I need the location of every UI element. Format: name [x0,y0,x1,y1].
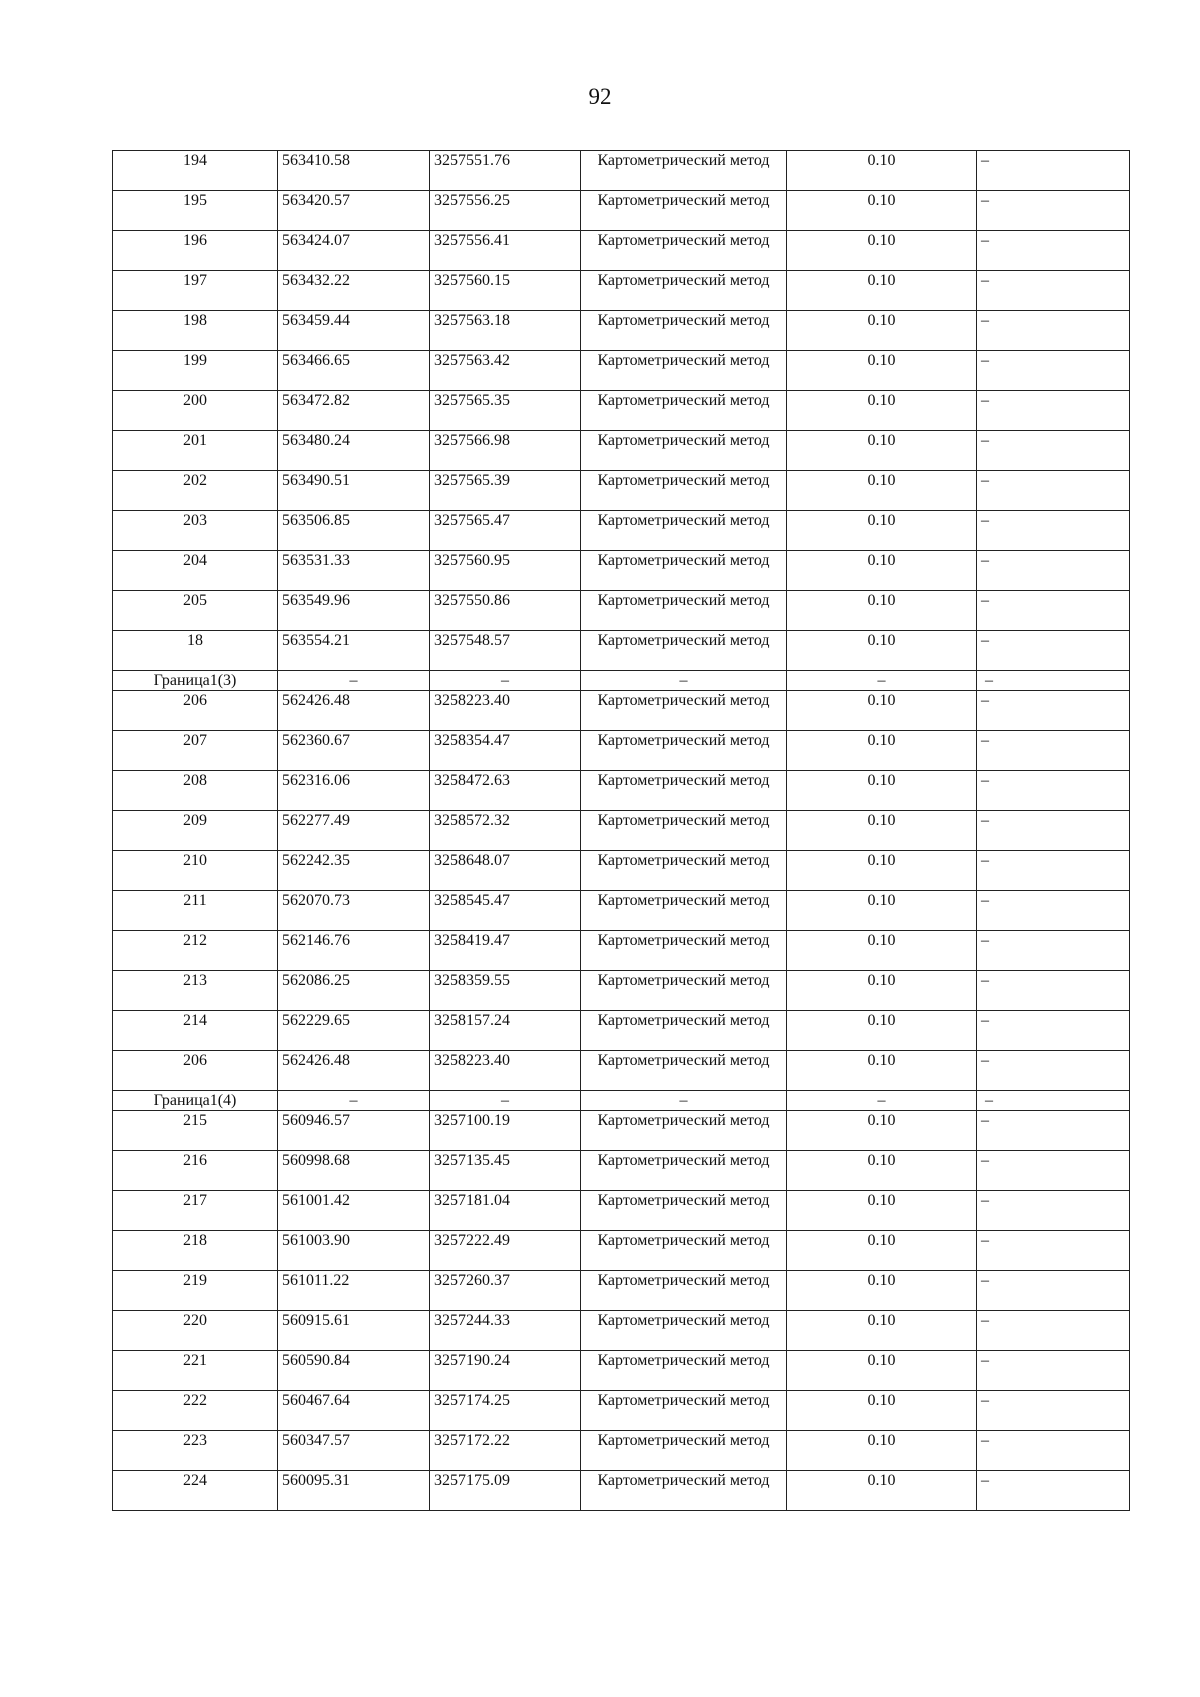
table-row [113,931,1130,971]
point-number-cell: 206 [113,691,278,731]
point-number-cell: 224 [113,1471,278,1511]
x-coordinate-cell: – [278,1091,430,1111]
accuracy-cell: 0.10 [787,1231,977,1271]
x-coordinate-cell: 563472.82 [278,391,430,431]
point-number-cell: 198 [113,311,278,351]
table-row [113,851,1130,891]
table-row [113,1051,1130,1091]
point-number-cell: 223 [113,1431,278,1471]
method-cell: Картометрический метод [581,1391,787,1431]
accuracy-cell: 0.10 [787,1011,977,1051]
method-cell: Картометрический метод [581,1111,787,1151]
method-cell: Картометрический метод [581,1151,787,1191]
x-coordinate-cell: 560946.57 [278,1111,430,1151]
note-cell: – [977,271,1130,311]
point-number-cell: 218 [113,1231,278,1271]
point-number-cell: 221 [113,1351,278,1391]
x-coordinate-cell: – [278,671,430,691]
note-cell: – [977,731,1130,771]
note-cell: – [977,1011,1130,1051]
table-row [113,1471,1130,1511]
note-cell: – [977,471,1130,511]
table-row [113,231,1130,271]
accuracy-cell: 0.10 [787,1391,977,1431]
note-cell: – [977,851,1130,891]
y-coordinate-cell: 3257244.33 [430,1311,581,1351]
point-number-cell: 200 [113,391,278,431]
point-number-cell: 197 [113,271,278,311]
point-number-cell: 216 [113,1151,278,1191]
y-coordinate-cell: 3258157.24 [430,1011,581,1051]
table-row [113,471,1130,511]
method-cell: Картометрический метод [581,851,787,891]
note-cell: – [977,1431,1130,1471]
y-coordinate-cell: 3257560.15 [430,271,581,311]
method-cell: Картометрический метод [581,151,787,191]
table-row [113,1191,1130,1231]
method-cell: – [581,1091,787,1111]
method-cell: Картометрический метод [581,731,787,771]
accuracy-cell: 0.10 [787,151,977,191]
method-cell: Картометрический метод [581,311,787,351]
note-cell: – [977,311,1130,351]
point-number-cell: 220 [113,1311,278,1351]
point-number-cell: 206 [113,1051,278,1091]
note-cell: – [977,591,1130,631]
x-coordinate-cell: 563554.21 [278,631,430,671]
point-number-cell: 199 [113,351,278,391]
point-number-cell: 208 [113,771,278,811]
y-coordinate-cell: 3257222.49 [430,1231,581,1271]
x-coordinate-cell: 563459.44 [278,311,430,351]
y-coordinate-cell: 3258223.40 [430,691,581,731]
note-cell: – [977,971,1130,1011]
point-number-cell: Граница1(4) [113,1091,278,1111]
x-coordinate-cell: 563424.07 [278,231,430,271]
y-coordinate-cell: 3257556.25 [430,191,581,231]
x-coordinate-cell: 562146.76 [278,931,430,971]
accuracy-cell: 0.10 [787,771,977,811]
point-number-cell: 214 [113,1011,278,1051]
y-coordinate-cell: 3258648.07 [430,851,581,891]
x-coordinate-cell: 563432.22 [278,271,430,311]
x-coordinate-cell: 563549.96 [278,591,430,631]
table-row [113,971,1130,1011]
method-cell: Картометрический метод [581,1191,787,1231]
x-coordinate-cell: 560347.57 [278,1431,430,1471]
table-row [113,1311,1130,1351]
table-row [113,811,1130,851]
coordinates-table [112,150,1130,1511]
table-row [113,1271,1130,1311]
x-coordinate-cell: 563531.33 [278,551,430,591]
point-number-cell: 213 [113,971,278,1011]
x-coordinate-cell: 562086.25 [278,971,430,1011]
accuracy-cell: 0.10 [787,691,977,731]
point-number-cell: 196 [113,231,278,271]
method-cell: Картометрический метод [581,691,787,731]
method-cell: Картометрический метод [581,1311,787,1351]
y-coordinate-cell: 3257550.86 [430,591,581,631]
y-coordinate-cell: 3257548.57 [430,631,581,671]
x-coordinate-cell: 562316.06 [278,771,430,811]
note-cell: – [977,811,1130,851]
method-cell: Картометрический метод [581,811,787,851]
y-coordinate-cell: 3257563.18 [430,311,581,351]
method-cell: Картометрический метод [581,551,787,591]
table-row [113,771,1130,811]
table-row [113,351,1130,391]
note-cell: – [977,1351,1130,1391]
accuracy-cell: 0.10 [787,351,977,391]
method-cell: Картометрический метод [581,511,787,551]
x-coordinate-cell: 563420.57 [278,191,430,231]
method-cell: Картометрический метод [581,1011,787,1051]
table-row [113,591,1130,631]
method-cell: Картометрический метод [581,351,787,391]
accuracy-cell: 0.10 [787,191,977,231]
y-coordinate-cell: 3257551.76 [430,151,581,191]
table-row [113,731,1130,771]
point-number-cell: 205 [113,591,278,631]
x-coordinate-cell: 560095.31 [278,1471,430,1511]
y-coordinate-cell: 3257181.04 [430,1191,581,1231]
y-coordinate-cell: 3257172.22 [430,1431,581,1471]
y-coordinate-cell: 3257556.41 [430,231,581,271]
y-coordinate-cell: 3257174.25 [430,1391,581,1431]
accuracy-cell: 0.10 [787,931,977,971]
y-coordinate-cell: 3258572.32 [430,811,581,851]
x-coordinate-cell: 562277.49 [278,811,430,851]
accuracy-cell: 0.10 [787,391,977,431]
table-row [113,891,1130,931]
y-coordinate-cell: 3257565.35 [430,391,581,431]
x-coordinate-cell: 562360.67 [278,731,430,771]
note-cell: – [977,931,1130,971]
y-coordinate-cell: 3258545.47 [430,891,581,931]
y-coordinate-cell: 3257135.45 [430,1151,581,1191]
accuracy-cell: 0.10 [787,891,977,931]
note-cell: – [977,1471,1130,1511]
note-cell: – [977,1151,1130,1191]
table-row [113,1011,1130,1051]
x-coordinate-cell: 561001.42 [278,1191,430,1231]
point-number-cell: 201 [113,431,278,471]
point-number-cell: 207 [113,731,278,771]
accuracy-cell: 0.10 [787,1311,977,1351]
table-row [113,691,1130,731]
accuracy-cell: 0.10 [787,631,977,671]
y-coordinate-cell: 3257566.98 [430,431,581,471]
accuracy-cell: 0.10 [787,851,977,891]
note-cell: – [977,231,1130,271]
accuracy-cell: 0.10 [787,1351,977,1391]
x-coordinate-cell: 563410.58 [278,151,430,191]
point-number-cell: Граница1(3) [113,671,278,691]
accuracy-cell: – [787,1091,977,1111]
y-coordinate-cell: 3258354.47 [430,731,581,771]
accuracy-cell: – [787,671,977,691]
method-cell: Картометрический метод [581,431,787,471]
x-coordinate-cell: 560590.84 [278,1351,430,1391]
accuracy-cell: 0.10 [787,1151,977,1191]
y-coordinate-cell: 3258419.47 [430,931,581,971]
y-coordinate-cell: 3257563.42 [430,351,581,391]
note-cell: – [977,431,1130,471]
accuracy-cell: 0.10 [787,731,977,771]
method-cell: Картометрический метод [581,771,787,811]
method-cell: Картометрический метод [581,391,787,431]
boundary-row [113,671,1130,691]
method-cell: Картометрический метод [581,471,787,511]
note-cell: – [977,891,1130,931]
method-cell: Картометрический метод [581,1351,787,1391]
point-number-cell: 217 [113,1191,278,1231]
method-cell: – [581,671,787,691]
method-cell: Картометрический метод [581,591,787,631]
method-cell: Картометрический метод [581,1271,787,1311]
page-number: 92 [588,84,612,109]
method-cell: Картометрический метод [581,1431,787,1471]
accuracy-cell: 0.10 [787,1111,977,1151]
note-cell: – [977,511,1130,551]
point-number-cell: 219 [113,1271,278,1311]
table-row [113,1111,1130,1151]
table-row [113,1351,1130,1391]
note-cell: – [977,1111,1130,1151]
y-coordinate-cell: 3257175.09 [430,1471,581,1511]
point-number-cell: 210 [113,851,278,891]
accuracy-cell: 0.10 [787,511,977,551]
table-row [113,431,1130,471]
note-cell: – [977,691,1130,731]
point-number-cell: 203 [113,511,278,551]
note-cell: – [977,1051,1130,1091]
x-coordinate-cell: 563490.51 [278,471,430,511]
accuracy-cell: 0.10 [787,431,977,471]
point-number-cell: 211 [113,891,278,931]
table-row [113,511,1130,551]
y-coordinate-cell: 3258223.40 [430,1051,581,1091]
point-number-cell: 194 [113,151,278,191]
note-cell: – [977,631,1130,671]
x-coordinate-cell: 560467.64 [278,1391,430,1431]
accuracy-cell: 0.10 [787,551,977,591]
point-number-cell: 209 [113,811,278,851]
table-row [113,151,1130,191]
table-row [113,631,1130,671]
accuracy-cell: 0.10 [787,1191,977,1231]
point-number-cell: 212 [113,931,278,971]
table-row [113,1151,1130,1191]
accuracy-cell: 0.10 [787,471,977,511]
y-coordinate-cell: – [430,1091,581,1111]
x-coordinate-cell: 563480.24 [278,431,430,471]
note-cell: – [977,191,1130,231]
x-coordinate-cell: 563506.85 [278,511,430,551]
accuracy-cell: 0.10 [787,971,977,1011]
accuracy-cell: 0.10 [787,271,977,311]
table-row [113,551,1130,591]
accuracy-cell: 0.10 [787,311,977,351]
method-cell: Картометрический метод [581,931,787,971]
y-coordinate-cell: 3257190.24 [430,1351,581,1391]
table-row [113,1391,1130,1431]
accuracy-cell: 0.10 [787,591,977,631]
method-cell: Картометрический метод [581,971,787,1011]
point-number-cell: 202 [113,471,278,511]
y-coordinate-cell: 3257260.37 [430,1271,581,1311]
table-row [113,1231,1130,1271]
method-cell: Картометрический метод [581,231,787,271]
accuracy-cell: 0.10 [787,1051,977,1091]
y-coordinate-cell: 3257560.95 [430,551,581,591]
coordinates-table-body [113,151,1130,1511]
method-cell: Картометрический метод [581,631,787,671]
y-coordinate-cell: 3257565.47 [430,511,581,551]
table-row [113,311,1130,351]
table-row [113,271,1130,311]
note-cell: – [977,151,1130,191]
point-number-cell: 215 [113,1111,278,1151]
table-row [113,1431,1130,1471]
boundary-row [113,1091,1130,1111]
point-number-cell: 204 [113,551,278,591]
note-cell: – [977,551,1130,591]
note-cell: – [977,391,1130,431]
x-coordinate-cell: 561011.22 [278,1271,430,1311]
accuracy-cell: 0.10 [787,811,977,851]
method-cell: Картометрический метод [581,271,787,311]
x-coordinate-cell: 563466.65 [278,351,430,391]
method-cell: Картометрический метод [581,1471,787,1511]
accuracy-cell: 0.10 [787,1271,977,1311]
note-cell: – [977,1311,1130,1351]
note-cell: – [977,771,1130,811]
accuracy-cell: 0.10 [787,1471,977,1511]
table-row [113,391,1130,431]
y-coordinate-cell: – [430,671,581,691]
method-cell: Картометрический метод [581,191,787,231]
accuracy-cell: 0.10 [787,231,977,271]
point-number-cell: 18 [113,631,278,671]
x-coordinate-cell: 560998.68 [278,1151,430,1191]
x-coordinate-cell: 562229.65 [278,1011,430,1051]
note-cell: – [977,1191,1130,1231]
y-coordinate-cell: 3258472.63 [430,771,581,811]
x-coordinate-cell: 562242.35 [278,851,430,891]
y-coordinate-cell: 3258359.55 [430,971,581,1011]
x-coordinate-cell: 562070.73 [278,891,430,931]
point-number-cell: 195 [113,191,278,231]
y-coordinate-cell: 3257100.19 [430,1111,581,1151]
y-coordinate-cell: 3257565.39 [430,471,581,511]
method-cell: Картометрический метод [581,891,787,931]
accuracy-cell: 0.10 [787,1431,977,1471]
note-cell: – [977,1391,1130,1431]
note-cell: – [977,1231,1130,1271]
note-cell: – [977,351,1130,391]
x-coordinate-cell: 561003.90 [278,1231,430,1271]
point-number-cell: 222 [113,1391,278,1431]
note-cell: – [977,671,1130,691]
method-cell: Картометрический метод [581,1051,787,1091]
method-cell: Картометрический метод [581,1231,787,1271]
note-cell: – [977,1271,1130,1311]
x-coordinate-cell: 562426.48 [278,691,430,731]
x-coordinate-cell: 562426.48 [278,1051,430,1091]
x-coordinate-cell: 560915.61 [278,1311,430,1351]
note-cell: – [977,1091,1130,1111]
table-row [113,191,1130,231]
